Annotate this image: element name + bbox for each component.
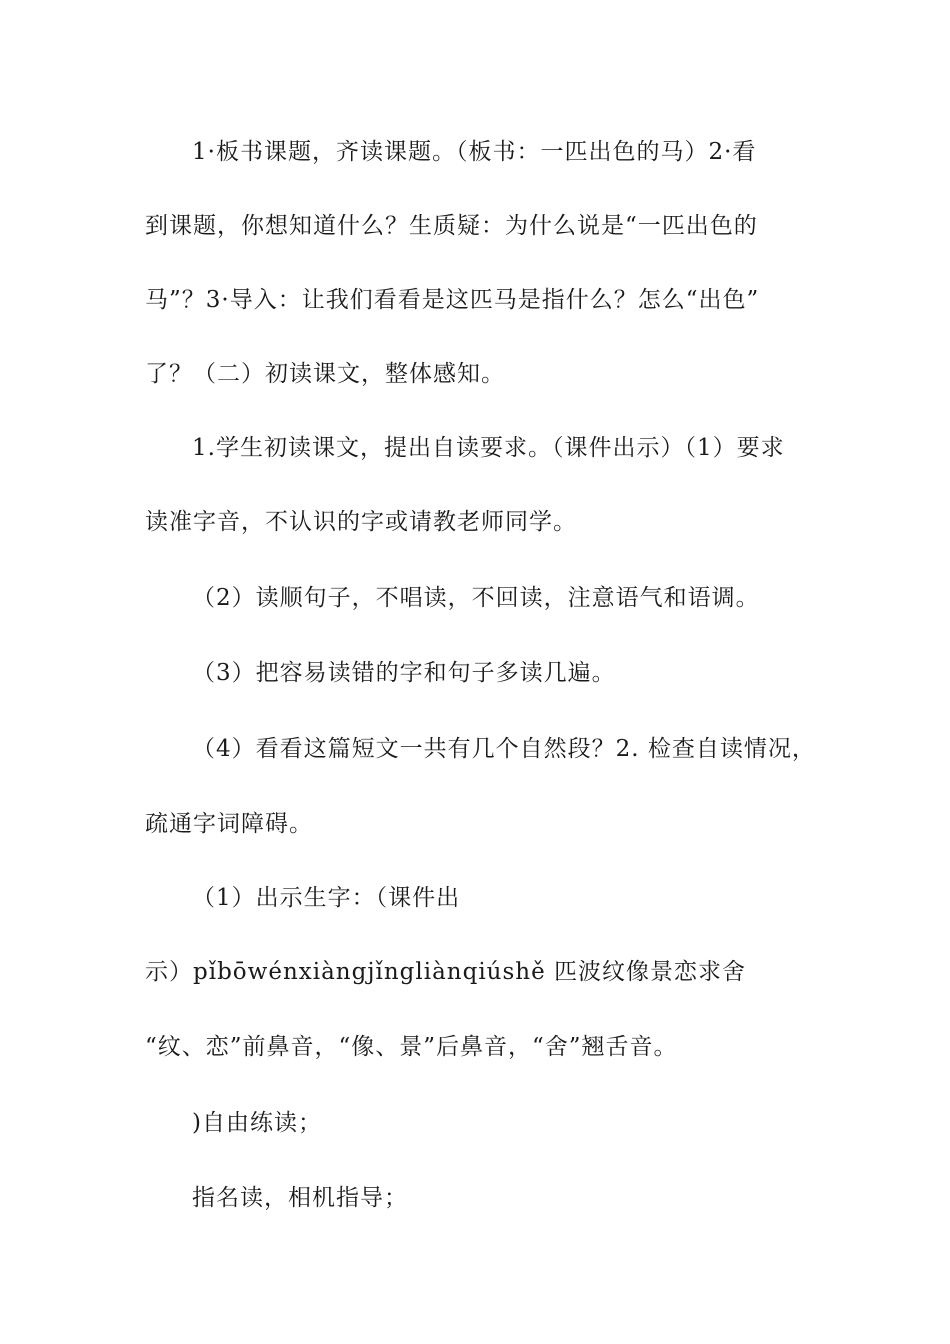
paragraph-line: 读准字音，不认识的字或请教老师同学。 bbox=[145, 509, 577, 535]
paragraph-line: “纹、恋”前鼻音，“像、景”后鼻音，“舍”翘舌音。 bbox=[145, 1034, 678, 1060]
paragraph-line: （1）出示生字：（课件出 bbox=[192, 885, 461, 911]
paragraph-line: 疏通字词障碍。 bbox=[145, 811, 313, 837]
paragraph-line: 1.学生初读课文，提出自读要求。（课件出示）（1）要求 bbox=[192, 435, 785, 461]
paragraph-line: （4）看看这篇短文一共有几个自然段？2. 检查自读情况， bbox=[192, 736, 816, 762]
paragraph-line: 示）pǐbōwénxiàngjǐngliànqiúshě 匹波纹像景恋求舍 bbox=[145, 959, 747, 985]
paragraph-line: （3）把容易读错的字和句子多读几遍。 bbox=[192, 660, 616, 686]
paragraph-line: （2）读顺句子，不唱读，不回读，注意语气和语调。 bbox=[192, 585, 760, 611]
paragraph-line: 到课题，你想知道什么？生质疑：为什么说是“一匹出色的 bbox=[145, 213, 758, 239]
paragraph-line: 指名读，相机指导； bbox=[192, 1185, 408, 1211]
paragraph-line: 了？（二）初读课文，整体感知。 bbox=[145, 361, 505, 387]
paragraph-line: )自由练读； bbox=[192, 1110, 322, 1136]
paragraph-line: 马”？3·导入：让我们看看是这匹马是指什么？怎么“出色” bbox=[145, 287, 760, 313]
paragraph-line: 1·板书课题，齐读课题。（板书：一匹出色的马）2·看 bbox=[192, 139, 757, 165]
